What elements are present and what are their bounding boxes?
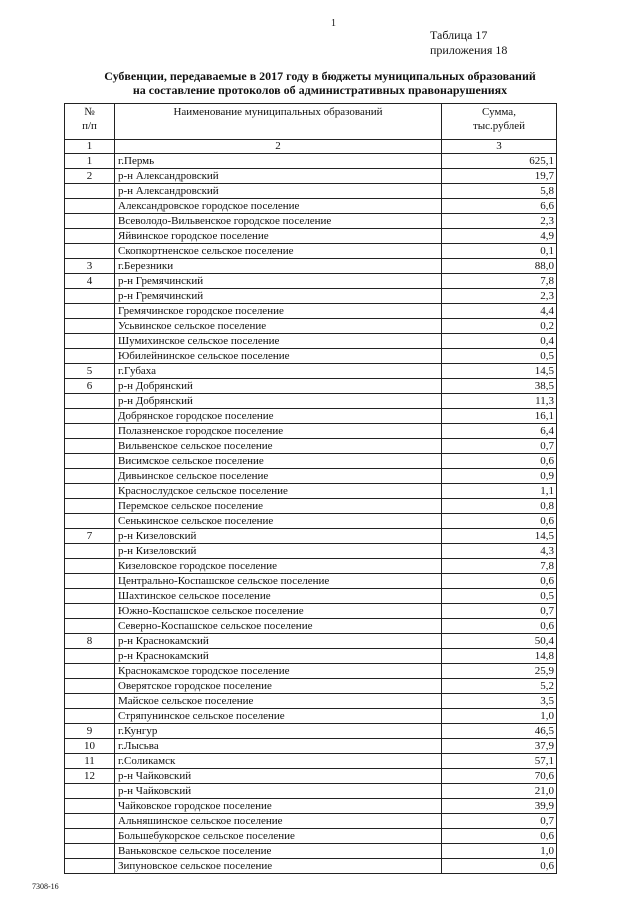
table-row	[65, 814, 557, 829]
table-row	[65, 229, 557, 244]
row-value: 0,6	[442, 454, 557, 469]
table-row	[65, 709, 557, 724]
row-name: г.Пермь	[115, 154, 442, 169]
table-row	[65, 634, 557, 649]
row-number	[65, 829, 115, 844]
table-row	[65, 439, 557, 454]
row-name: Краснокамское городское поселение	[115, 664, 442, 679]
row-number	[65, 439, 115, 454]
row-number	[65, 244, 115, 259]
table-row	[65, 349, 557, 364]
table-row	[65, 289, 557, 304]
row-name: Юбилейнинское сельское поселение	[115, 349, 442, 364]
row-number: 4	[65, 274, 115, 289]
row-number: 1	[65, 154, 115, 169]
table-row	[65, 859, 557, 874]
table-row	[65, 244, 557, 259]
table-row	[65, 499, 557, 514]
row-value: 14,5	[442, 529, 557, 544]
row-name: р-н Гремячинский	[115, 289, 442, 304]
table-row	[65, 694, 557, 709]
row-value: 4,9	[442, 229, 557, 244]
row-value: 625,1	[442, 154, 557, 169]
row-name: Оверятское городское поселение	[115, 679, 442, 694]
row-number	[65, 409, 115, 424]
table-row	[65, 604, 557, 619]
row-number	[65, 544, 115, 559]
table-row	[65, 484, 557, 499]
row-value: 1,0	[442, 844, 557, 859]
column-index-3: 3	[442, 140, 557, 154]
row-name: р-н Александровский	[115, 169, 442, 184]
row-value: 0,1	[442, 244, 557, 259]
row-number: 9	[65, 724, 115, 739]
row-value: 6,4	[442, 424, 557, 439]
row-value: 14,8	[442, 649, 557, 664]
row-number	[65, 394, 115, 409]
row-value: 4,3	[442, 544, 557, 559]
title-line1: Субвенции, передаваемые в 2017 году в бюджеты муниципальных образований	[104, 69, 536, 83]
row-value: 50,4	[442, 634, 557, 649]
table-row	[65, 679, 557, 694]
row-value: 21,0	[442, 784, 557, 799]
row-value: 0,8	[442, 499, 557, 514]
row-name: р-н Краснокамский	[115, 649, 442, 664]
row-value: 0,6	[442, 619, 557, 634]
table-row	[65, 199, 557, 214]
row-name: Всеволодо-Вильвенское городское поселение	[115, 214, 442, 229]
row-name: Чайковское городское поселение	[115, 799, 442, 814]
table-row	[65, 469, 557, 484]
row-number: 6	[65, 379, 115, 394]
row-value: 38,5	[442, 379, 557, 394]
row-value: 6,6	[442, 199, 557, 214]
row-value: 2,3	[442, 214, 557, 229]
row-name: Большебукорское сельское поселение	[115, 829, 442, 844]
row-name: Северно-Коспашское сельское поселение	[115, 619, 442, 634]
row-number	[65, 604, 115, 619]
row-name: Висимское сельское поселение	[115, 454, 442, 469]
row-value: 0,6	[442, 829, 557, 844]
row-value: 5,2	[442, 679, 557, 694]
row-value: 0,6	[442, 574, 557, 589]
row-value: 16,1	[442, 409, 557, 424]
table-ref-line2: приложения 18	[430, 43, 508, 57]
row-name: Александровское городское поселение	[115, 199, 442, 214]
row-number: 2	[65, 169, 115, 184]
row-number: 5	[65, 364, 115, 379]
row-number	[65, 784, 115, 799]
table-header-row	[65, 104, 557, 140]
row-value: 7,8	[442, 559, 557, 574]
row-name: р-н Чайковский	[115, 769, 442, 784]
row-value: 19,7	[442, 169, 557, 184]
row-value: 37,9	[442, 739, 557, 754]
row-number	[65, 589, 115, 604]
row-name: Яйвинское городское поселение	[115, 229, 442, 244]
row-number	[65, 229, 115, 244]
table-row	[65, 769, 557, 784]
row-name: Дивьинское сельское поселение	[115, 469, 442, 484]
row-number	[65, 814, 115, 829]
row-value: 4,4	[442, 304, 557, 319]
row-number	[65, 319, 115, 334]
table-row	[65, 394, 557, 409]
row-number	[65, 694, 115, 709]
row-name: Зипуновское сельское поселение	[115, 859, 442, 874]
table-row	[65, 574, 557, 589]
document-title	[60, 69, 580, 97]
table-row	[65, 664, 557, 679]
table-row	[65, 529, 557, 544]
table-row	[65, 304, 557, 319]
row-name: Усьвинское сельское поселение	[115, 319, 442, 334]
row-number	[65, 619, 115, 634]
row-name: Центрально-Коспашское сельское поселение	[115, 574, 442, 589]
table-reference	[430, 28, 507, 58]
row-value: 0,9	[442, 469, 557, 484]
row-number: 7	[65, 529, 115, 544]
row-value: 0,6	[442, 514, 557, 529]
table-row	[65, 514, 557, 529]
row-number	[65, 289, 115, 304]
row-number	[65, 199, 115, 214]
table-row	[65, 259, 557, 274]
row-name: г.Кунгур	[115, 724, 442, 739]
row-name: Скопкортненское сельское поселение	[115, 244, 442, 259]
row-number: 11	[65, 754, 115, 769]
row-value: 0,5	[442, 349, 557, 364]
row-number: 8	[65, 634, 115, 649]
row-name: Альняшинское сельское поселение	[115, 814, 442, 829]
row-value: 11,3	[442, 394, 557, 409]
row-value: 1,0	[442, 709, 557, 724]
row-number: 12	[65, 769, 115, 784]
table-row	[65, 379, 557, 394]
row-value: 0,4	[442, 334, 557, 349]
row-number	[65, 214, 115, 229]
row-number	[65, 349, 115, 364]
page-number: 1	[331, 18, 336, 29]
table-row	[65, 334, 557, 349]
table-row	[65, 544, 557, 559]
row-number	[65, 649, 115, 664]
row-value: 39,9	[442, 799, 557, 814]
row-value: 0,5	[442, 589, 557, 604]
row-name: Гремячинское городское поселение	[115, 304, 442, 319]
row-value: 0,7	[442, 439, 557, 454]
row-name: Майское сельское поселение	[115, 694, 442, 709]
row-name: р-н Краснокамский	[115, 634, 442, 649]
row-number	[65, 484, 115, 499]
row-name: Южно-Коспашское сельское поселение	[115, 604, 442, 619]
table-row	[65, 409, 557, 424]
row-value: 46,5	[442, 724, 557, 739]
row-value: 1,1	[442, 484, 557, 499]
row-name: Стряпунинское сельское поселение	[115, 709, 442, 724]
table-row	[65, 319, 557, 334]
row-name: р-н Кизеловский	[115, 544, 442, 559]
table-row	[65, 724, 557, 739]
row-number: 10	[65, 739, 115, 754]
row-number	[65, 184, 115, 199]
header-sum: Сумма, тыс.рублей	[442, 104, 557, 140]
footer-code: 7308-16	[32, 882, 59, 891]
row-value: 7,8	[442, 274, 557, 289]
row-number	[65, 859, 115, 874]
row-value: 2,3	[442, 289, 557, 304]
table-row	[65, 274, 557, 289]
row-name: р-н Добрянский	[115, 394, 442, 409]
table-row	[65, 589, 557, 604]
row-name: р-н Добрянский	[115, 379, 442, 394]
table-row	[65, 754, 557, 769]
row-name: Шахтинское сельское поселение	[115, 589, 442, 604]
table-row	[65, 649, 557, 664]
row-value: 0,7	[442, 604, 557, 619]
row-name: р-н Кизеловский	[115, 529, 442, 544]
row-name: г.Соликамск	[115, 754, 442, 769]
table-ref-line1: Таблица 17	[430, 28, 488, 42]
table-row	[65, 184, 557, 199]
table-row	[65, 214, 557, 229]
row-number	[65, 574, 115, 589]
header-name: Наименование муниципальных образований	[115, 104, 442, 140]
row-number	[65, 844, 115, 859]
row-number	[65, 664, 115, 679]
table-row	[65, 364, 557, 379]
row-number	[65, 454, 115, 469]
row-number	[65, 469, 115, 484]
row-value: 25,9	[442, 664, 557, 679]
row-name: р-н Александровский	[115, 184, 442, 199]
table-row	[65, 844, 557, 859]
row-number	[65, 424, 115, 439]
header-number: № п/п	[65, 104, 115, 140]
row-value: 0,7	[442, 814, 557, 829]
row-name: Сенькинское сельское поселение	[115, 514, 442, 529]
table-row	[65, 169, 557, 184]
row-name: Перемское сельское поселение	[115, 499, 442, 514]
row-number	[65, 304, 115, 319]
row-name: Добрянское городское поселение	[115, 409, 442, 424]
row-name: Вильвенское сельское поселение	[115, 439, 442, 454]
row-name: г.Лысьва	[115, 739, 442, 754]
row-number	[65, 334, 115, 349]
table-row	[65, 424, 557, 439]
row-number	[65, 559, 115, 574]
row-name: р-н Чайковский	[115, 784, 442, 799]
row-name: Шумихинское сельское поселение	[115, 334, 442, 349]
row-name: Ваньковское сельское поселение	[115, 844, 442, 859]
row-value: 3,5	[442, 694, 557, 709]
table-row	[65, 739, 557, 754]
row-value: 57,1	[442, 754, 557, 769]
title-line2: на составление протоколов об административных правонарушениях	[132, 83, 508, 97]
row-number	[65, 679, 115, 694]
row-value: 70,6	[442, 769, 557, 784]
table-row	[65, 619, 557, 634]
table-row	[65, 829, 557, 844]
row-value: 5,8	[442, 184, 557, 199]
row-value: 88,0	[442, 259, 557, 274]
row-name: Полазненское городское поселение	[115, 424, 442, 439]
row-name: Кизеловское городское поселение	[115, 559, 442, 574]
row-value: 14,5	[442, 364, 557, 379]
table-row	[65, 784, 557, 799]
row-value: 0,2	[442, 319, 557, 334]
row-name: Краснослудское сельское поселение	[115, 484, 442, 499]
row-number	[65, 499, 115, 514]
row-number	[65, 709, 115, 724]
row-name: г.Березники	[115, 259, 442, 274]
table-row	[65, 154, 557, 169]
table-row	[65, 559, 557, 574]
table-row	[65, 799, 557, 814]
column-index-2: 2	[115, 140, 442, 154]
row-name: г.Губаха	[115, 364, 442, 379]
row-number: 3	[65, 259, 115, 274]
row-number	[65, 799, 115, 814]
table-row	[65, 454, 557, 469]
row-value: 0,6	[442, 859, 557, 874]
column-index-row	[65, 140, 557, 154]
row-name: р-н Гремячинский	[115, 274, 442, 289]
row-number	[65, 514, 115, 529]
subsidies-table	[64, 103, 557, 874]
column-index-1: 1	[65, 140, 115, 154]
